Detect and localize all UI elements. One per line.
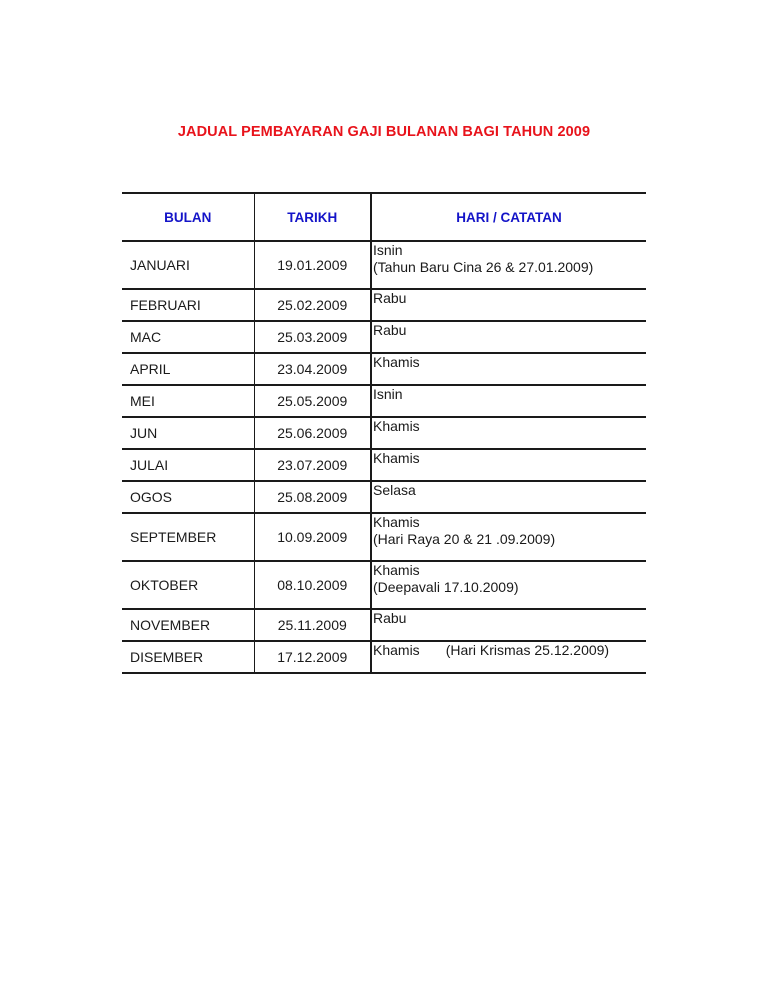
table-row — [122, 385, 646, 417]
cell-tarikh: 25.11.2009 — [254, 609, 371, 641]
cell-bulan: MAC — [122, 321, 254, 353]
column-header-hari-catatan: HARI / CATATAN — [371, 193, 646, 241]
cell-tarikh: 25.02.2009 — [254, 289, 371, 321]
cell-bulan: OGOS — [122, 481, 254, 513]
cell-catatan: (Deepavali 17.10.2009) — [373, 579, 519, 595]
table-row — [122, 641, 646, 673]
cell-bulan: APRIL — [122, 353, 254, 385]
cell-hari-catatan — [371, 241, 646, 289]
cell-hari: Khamis — [373, 562, 420, 578]
cell-hari: Rabu — [373, 610, 407, 626]
table-header-row — [122, 193, 646, 241]
table-row — [122, 481, 646, 513]
cell-hari: Isnin — [373, 386, 403, 402]
cell-hari: Rabu — [373, 290, 407, 306]
cell-hari: Isnin — [373, 242, 403, 258]
cell-hari-catatan — [371, 385, 646, 417]
table-row — [122, 609, 646, 641]
table-row — [122, 241, 646, 289]
cell-hari-catatan — [371, 561, 646, 609]
table-row — [122, 353, 646, 385]
column-header-bulan: BULAN — [122, 193, 254, 241]
cell-hari: Rabu — [373, 322, 407, 338]
cell-hari-catatan — [371, 449, 646, 481]
table-row — [122, 417, 646, 449]
cell-bulan: SEPTEMBER — [122, 513, 254, 561]
cell-bulan: NOVEMBER — [122, 609, 254, 641]
cell-tarikh: 23.04.2009 — [254, 353, 371, 385]
cell-hari-catatan — [371, 289, 646, 321]
cell-tarikh: 08.10.2009 — [254, 561, 371, 609]
cell-tarikh: 17.12.2009 — [254, 641, 371, 673]
cell-tarikh: 25.05.2009 — [254, 385, 371, 417]
cell-tarikh: 25.06.2009 — [254, 417, 371, 449]
cell-bulan: OKTOBER — [122, 561, 254, 609]
table-row — [122, 321, 646, 353]
cell-hari-catatan — [371, 353, 646, 385]
cell-bulan: JANUARI — [122, 241, 254, 289]
table-row — [122, 449, 646, 481]
cell-tarikh: 25.08.2009 — [254, 481, 371, 513]
cell-hari-catatan — [371, 641, 646, 673]
cell-tarikh: 19.01.2009 — [254, 241, 371, 289]
cell-catatan: (Hari Krismas 25.12.2009) — [445, 642, 610, 658]
payment-schedule-table — [122, 192, 646, 674]
cell-hari: Khamis — [373, 354, 420, 370]
cell-hari-catatan — [371, 609, 646, 641]
cell-tarikh: 10.09.2009 — [254, 513, 371, 561]
cell-bulan: MEI — [122, 385, 254, 417]
cell-hari: Khamis — [373, 450, 420, 466]
cell-hari-catatan — [371, 481, 646, 513]
cell-catatan: (Tahun Baru Cina 26 & 27.01.2009) — [373, 259, 594, 275]
table-row — [122, 513, 646, 561]
cell-hari: Khamis — [373, 642, 420, 658]
table-row — [122, 561, 646, 609]
column-header-tarikh: TARIKH — [254, 193, 371, 241]
cell-bulan: JUN — [122, 417, 254, 449]
cell-hari-catatan — [371, 321, 646, 353]
cell-bulan: DISEMBER — [122, 641, 254, 673]
cell-catatan: (Hari Raya 20 & 21 .09.2009) — [373, 531, 556, 547]
cell-hari-catatan-inline — [373, 642, 646, 659]
cell-hari: Khamis — [373, 514, 420, 530]
document-title: JADUAL PEMBAYARAN GAJI BULANAN BAGI TAHUN 2009 — [177, 124, 591, 140]
cell-hari-catatan — [371, 513, 646, 561]
cell-bulan: FEBRUARI — [122, 289, 254, 321]
table-row — [122, 289, 646, 321]
cell-hari: Selasa — [373, 482, 416, 498]
cell-hari-catatan — [371, 417, 646, 449]
cell-hari: Khamis — [373, 418, 420, 434]
cell-bulan: JULAI — [122, 449, 254, 481]
cell-tarikh: 25.03.2009 — [254, 321, 371, 353]
cell-tarikh: 23.07.2009 — [254, 449, 371, 481]
